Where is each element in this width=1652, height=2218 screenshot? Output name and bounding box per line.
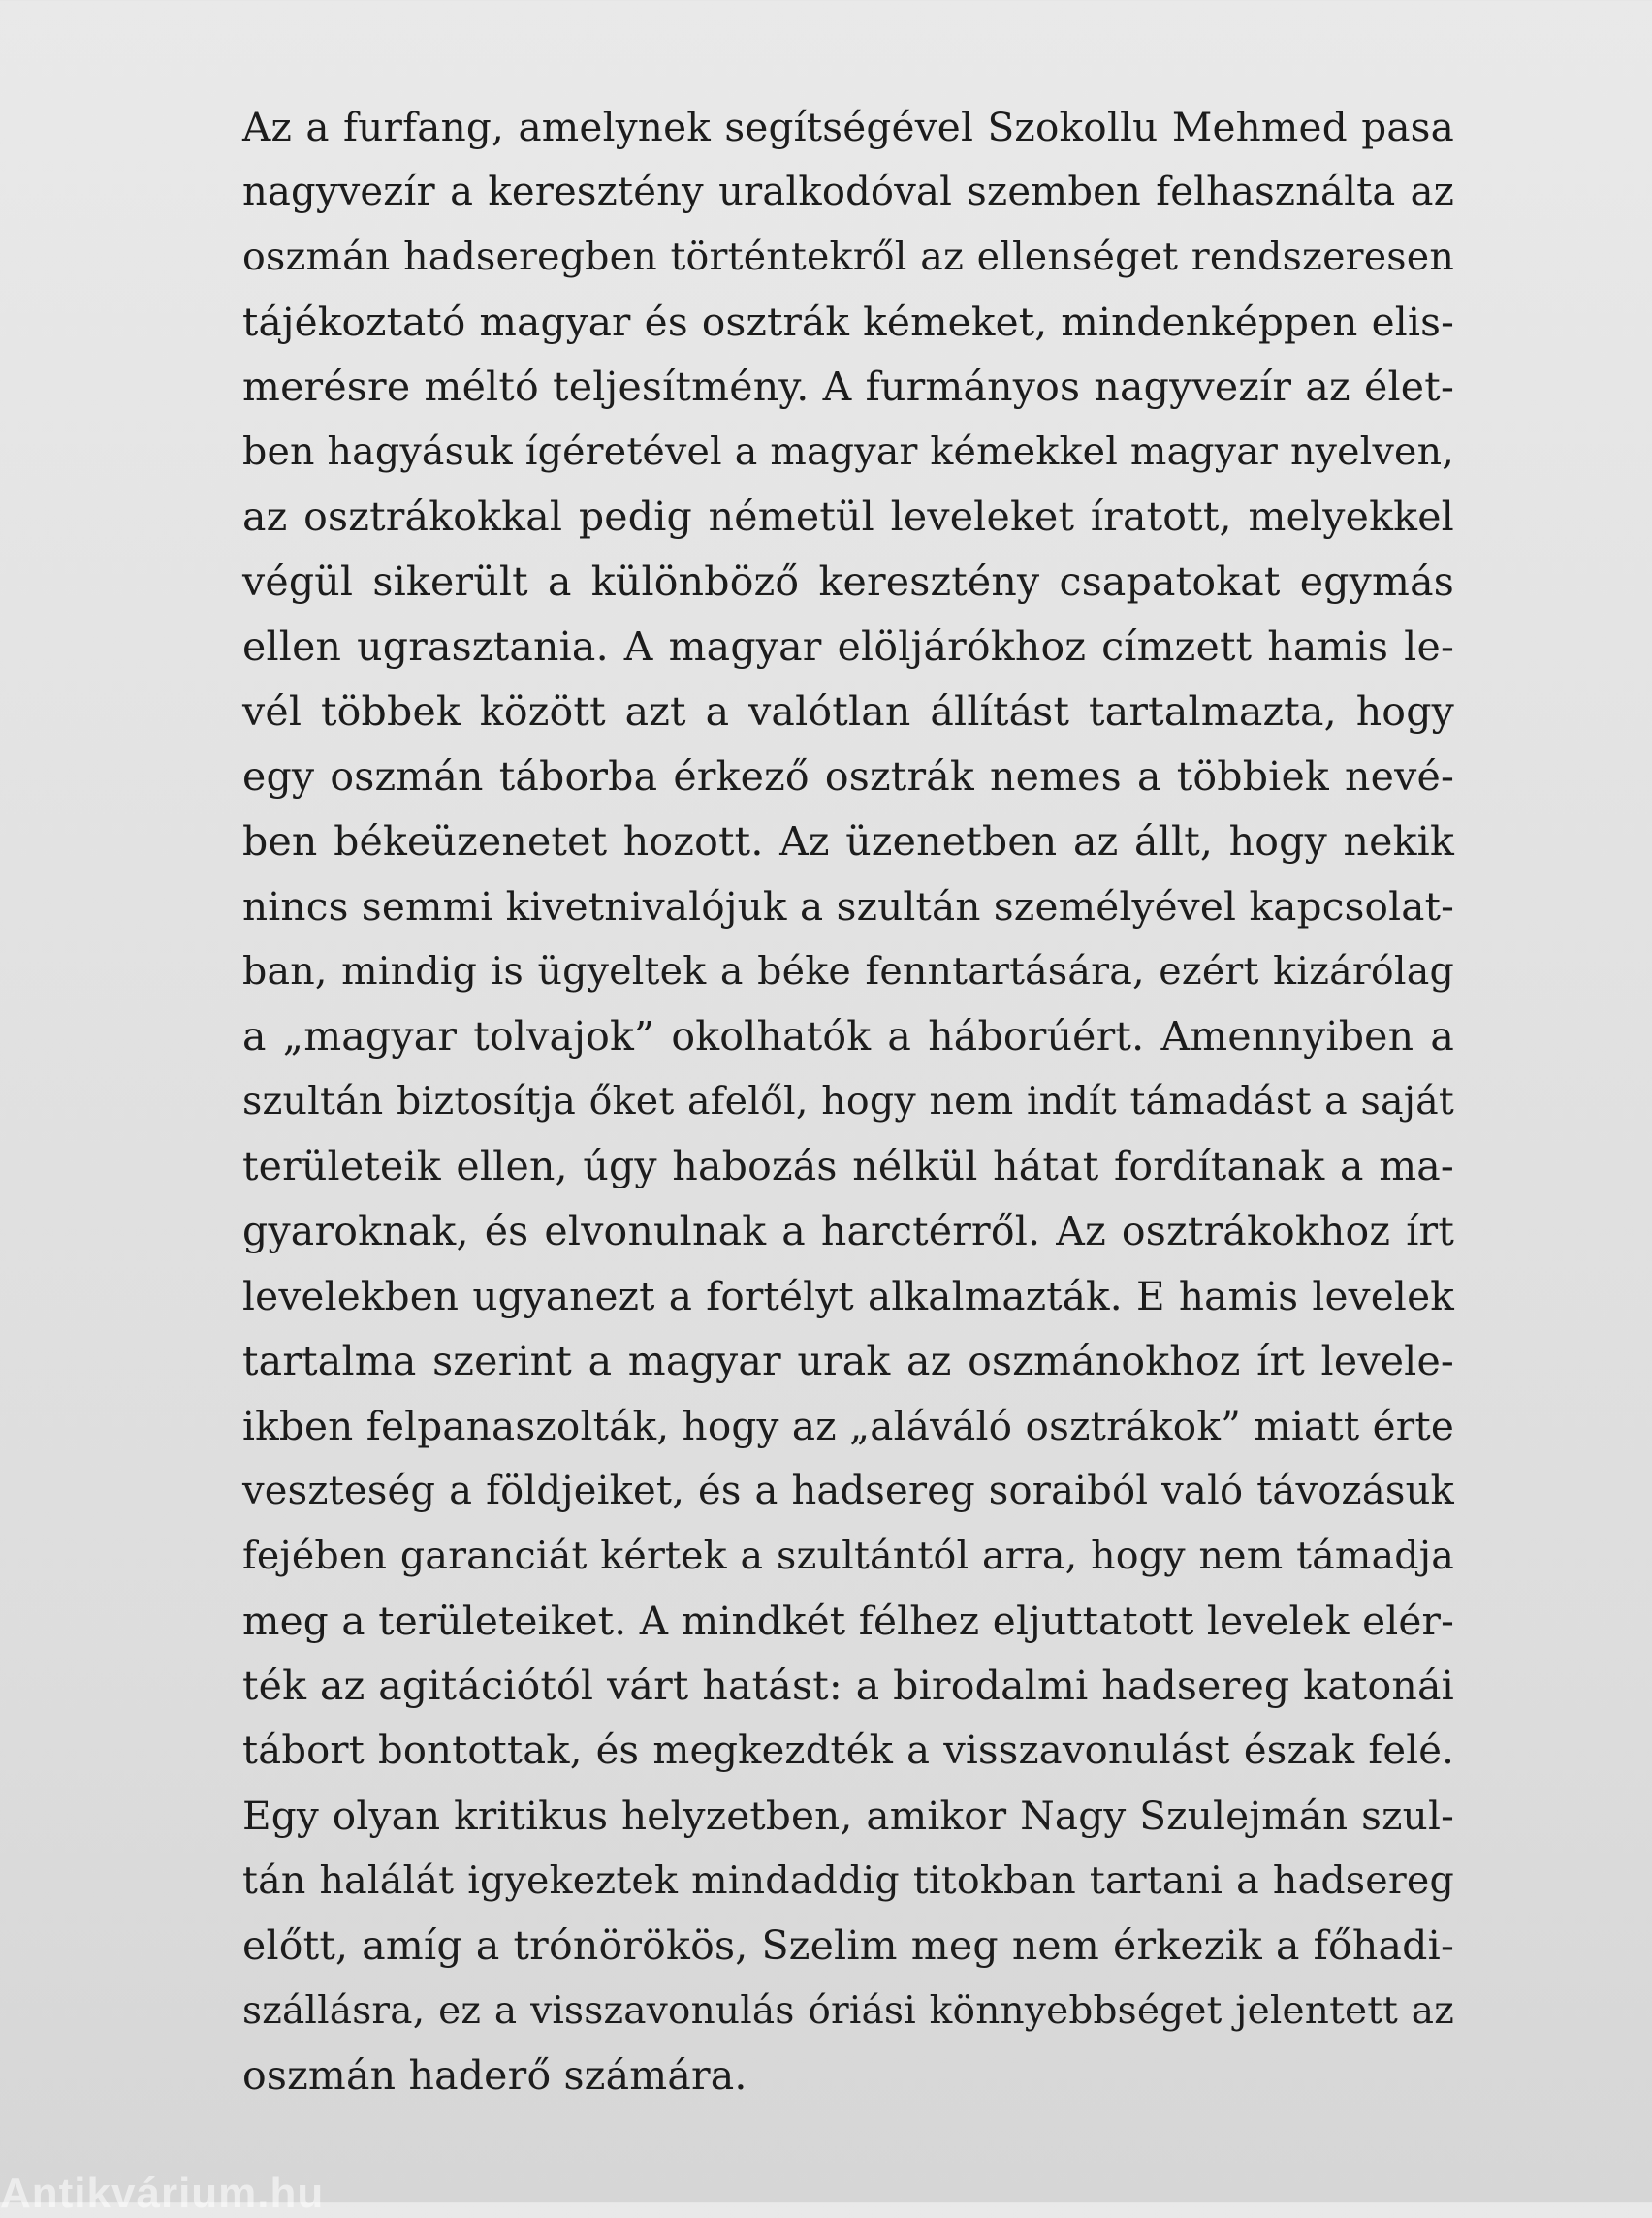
text-line-1: Az a furfang, amelynek segítségével Szokollu Mehmed pasa (242, 104, 1454, 150)
text-line-7: az osztrákokkal pedig németül leveleket íratott, melyekkel (242, 493, 1454, 540)
watermark-text: Antikvárium.hu (0, 2170, 325, 2217)
text-line-2: nagyvezír a keresztény uralkodóval szemben felhasználta az (242, 170, 1454, 214)
text-line-22: veszteség a földjeiket, és a hadsereg soraiból való távozásuk (242, 1469, 1454, 1513)
text-line-26: tábort bontottak, és megkezdték a visszavonulást észak felé. (242, 1728, 1454, 1773)
text-line-14: ban, mindig is ügyeltek a béke fenntartására, ezért kizárólag (242, 949, 1454, 994)
text-line-4: tájékoztató magyar és osztrák kémeket, mindenképpen elis- (242, 299, 1454, 345)
text-line-11: egy oszmán táborba érkező osztrák nemes a többiek nevé- (242, 753, 1454, 800)
text-line-21: ikben felpanaszolták, hogy az „aláváló osztrákok” miatt érte (242, 1403, 1454, 1449)
text-line-15: a „magyar tolvajok” okolhatók a háborúért. Amennyiben a (242, 1013, 1454, 1060)
text-line-30: szállásra, ez a visszavonulás óriási könnyebbséget jelentett az (242, 1989, 1454, 2033)
text-line-24: meg a területeiket. A mindkét félhez eljuttatott levelek elér- (242, 1598, 1454, 1644)
text-line-9: ellen ugrasztania. A magyar elöljárókhoz címzett hamis le- (242, 623, 1454, 670)
text-line-10: vél többek között azt a valótlan állítást tartalmazta, hogy (242, 688, 1454, 735)
text-line-13: nincs semmi kivetnivalójuk a szultán személyével kapcsolat- (242, 883, 1454, 930)
text-line-16: szultán biztosítja őket afelől, hogy nem indít támadást a saját (242, 1079, 1454, 1124)
text-line-25: ték az agitációtól várt hatást: a birodalmi hadsereg katonái (242, 1663, 1454, 1709)
body-paragraph (242, 95, 1454, 2108)
text-line-23: fejében garanciát kértek a szultántól arra, hogy nem támadja (242, 1534, 1454, 1578)
text-line-28: tán halálát igyekeztek mindaddig titokban tartani a hadsereg (242, 1858, 1454, 1903)
text-line-27: Egy olyan kritikus helyzetben, amikor Nagy Szulejmán szul- (242, 1792, 1454, 1839)
text-line-6: ben hagyásuk ígéretével a magyar kémekkel magyar nyelven, (242, 429, 1454, 474)
text-line-20: tartalma szerint a magyar urak az oszmánokhoz írt levele- (242, 1338, 1454, 1384)
text-line-17: területeik ellen, úgy habozás nélkül hátat fordítanak a ma- (242, 1143, 1454, 1189)
text-line-12: ben békeüzenetet hozott. Az üzenetben az állt, hogy nekik (242, 818, 1454, 865)
text-line-5: merésre méltó teljesítmény. A furmányos nagyvezír az élet- (242, 364, 1454, 410)
text-line-18: gyaroknak, és elvonulnak a harctérről. Az osztrákokhoz írt (242, 1208, 1454, 1254)
text-line-31: oszmán haderő számára. (242, 2052, 747, 2099)
text-line-8: végül sikerült a különböző keresztény csapatokat egymás (242, 558, 1454, 605)
text-line-19: levelekben ugyanezt a fortélyt alkalmazták. E hamis levelek (242, 1273, 1454, 1319)
text-line-3: oszmán hadseregben történtekről az ellenséget rendszeresen (242, 235, 1454, 279)
text-line-29: előtt, amíg a trónörökös, Szelim meg nem érkezik a főhadi- (242, 1922, 1454, 1969)
